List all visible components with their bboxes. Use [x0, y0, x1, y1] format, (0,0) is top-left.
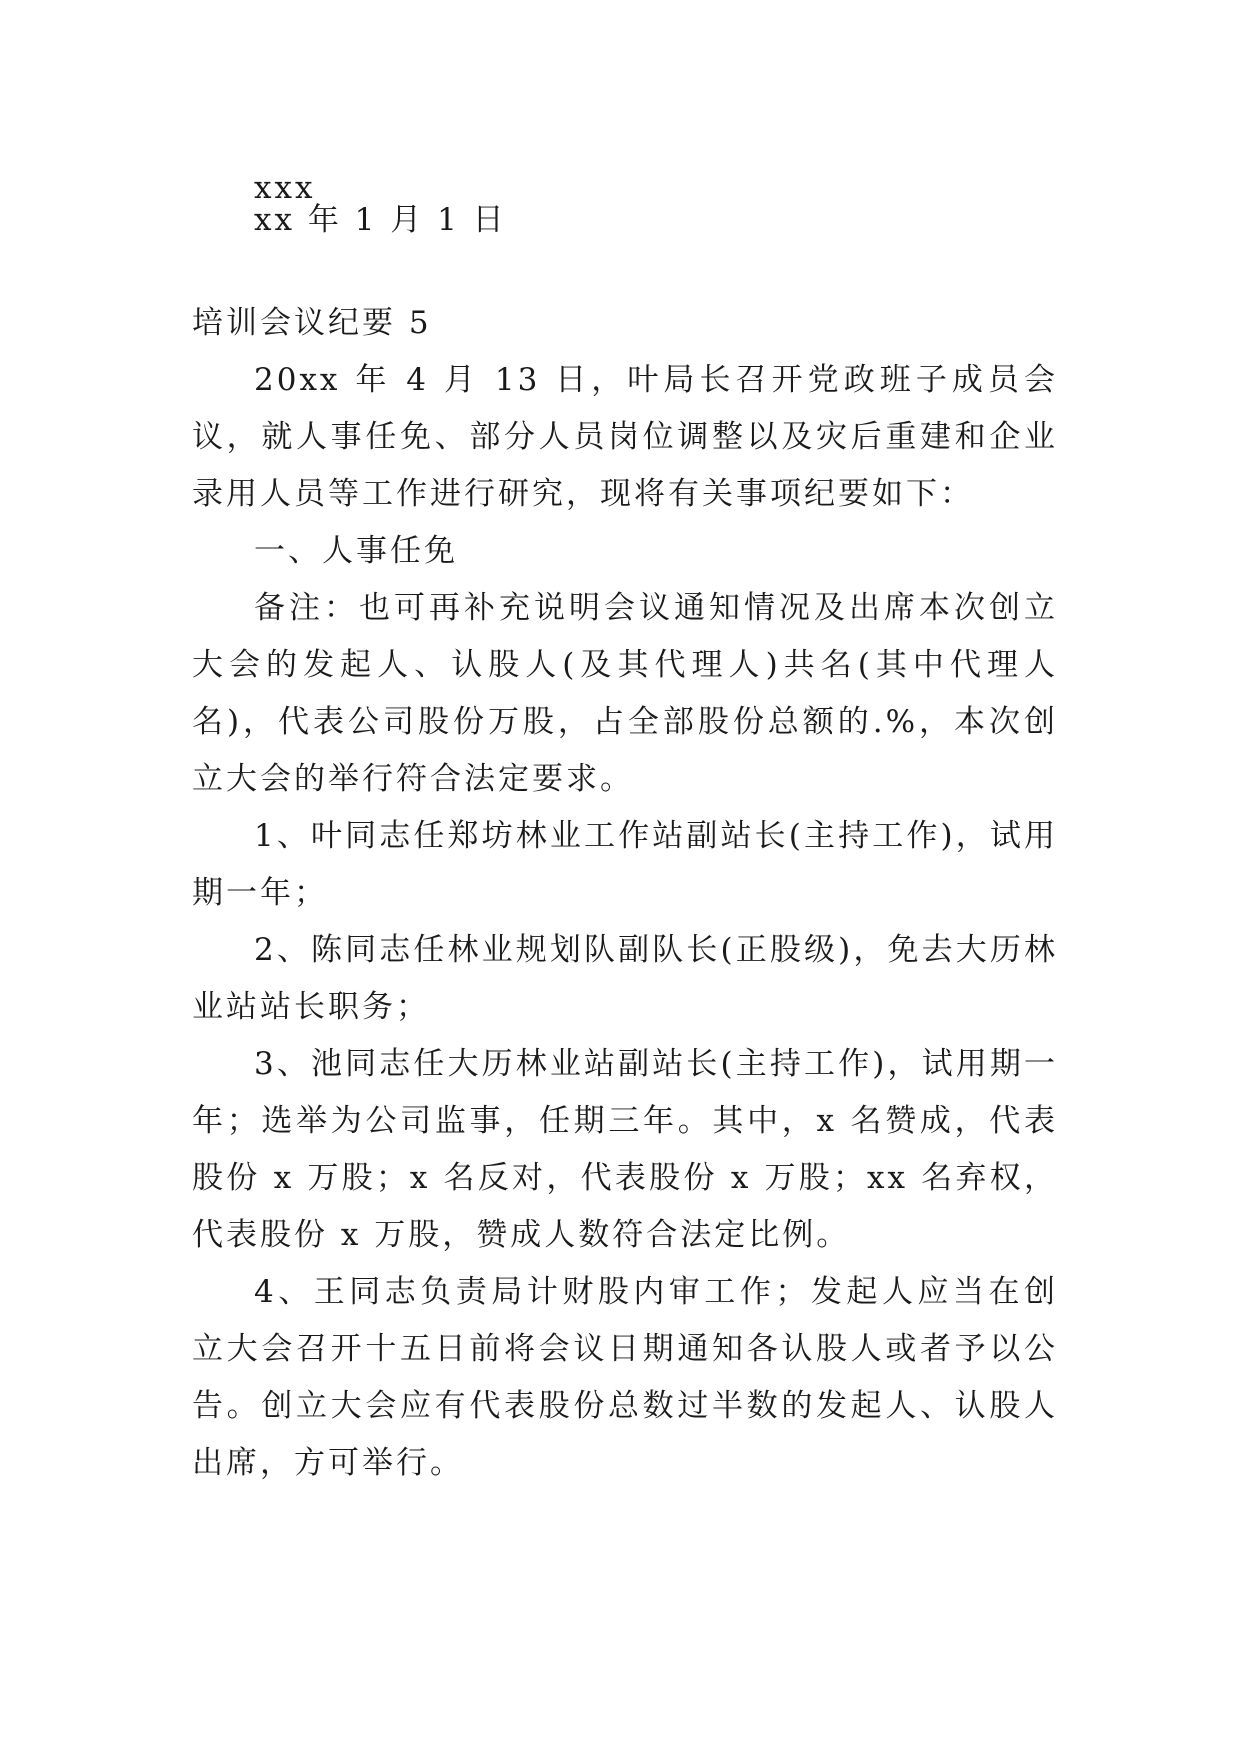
subheading-personnel: 一、人事任免	[254, 533, 458, 569]
list-item-4: 4、王同志负责局计财股内审工作；发起人应当在创立大会召开十五日前将会议日期通知各认股人或者予以公告。创立大会应有代表股份总数过半数的发起人、认股人出席，方可举行。	[192, 1274, 1058, 1481]
section-title: 培训会议纪要 5	[192, 305, 432, 341]
signature-date: xx 年 1 月 1 日	[254, 202, 507, 238]
list-item-2: 2、陈同志任林业规划队副队长(正股级)，免去大历林业站站长职务；	[192, 932, 1058, 1025]
list-item-3: 3、池同志任大历林业站副站长(主持工作)，试用期一年；选举为公司监事，任期三年。其中，x 名赞成，代表股份 x 万股；x 名反对，代表股份 x 万股；xx 名弃权，代表股份 x 万股，赞成人数符合法定比例。	[192, 1046, 1058, 1253]
signature-name: xxx	[254, 170, 316, 206]
intro-paragraph: 20xx 年 4 月 13 日，叶局长召开党政班子成员会议，就人事任免、部分人员岗位调整以及灾后重建和企业录用人员等工作进行研究，现将有关事项纪要如下：	[192, 362, 1058, 512]
document-body	[192, 295, 1058, 1492]
note-paragraph: 备注：也可再补充说明会议通知情况及出席本次创立大会的发起人、认股人(及其代理人)共名(其中代理人名)，代表公司股份万股，占全部股份总额的.%，本次创立大会的举行符合法定要求。	[192, 590, 1058, 797]
list-item-1: 1、叶同志任郑坊林业工作站副站长(主持工作)，试用期一年；	[192, 818, 1058, 911]
